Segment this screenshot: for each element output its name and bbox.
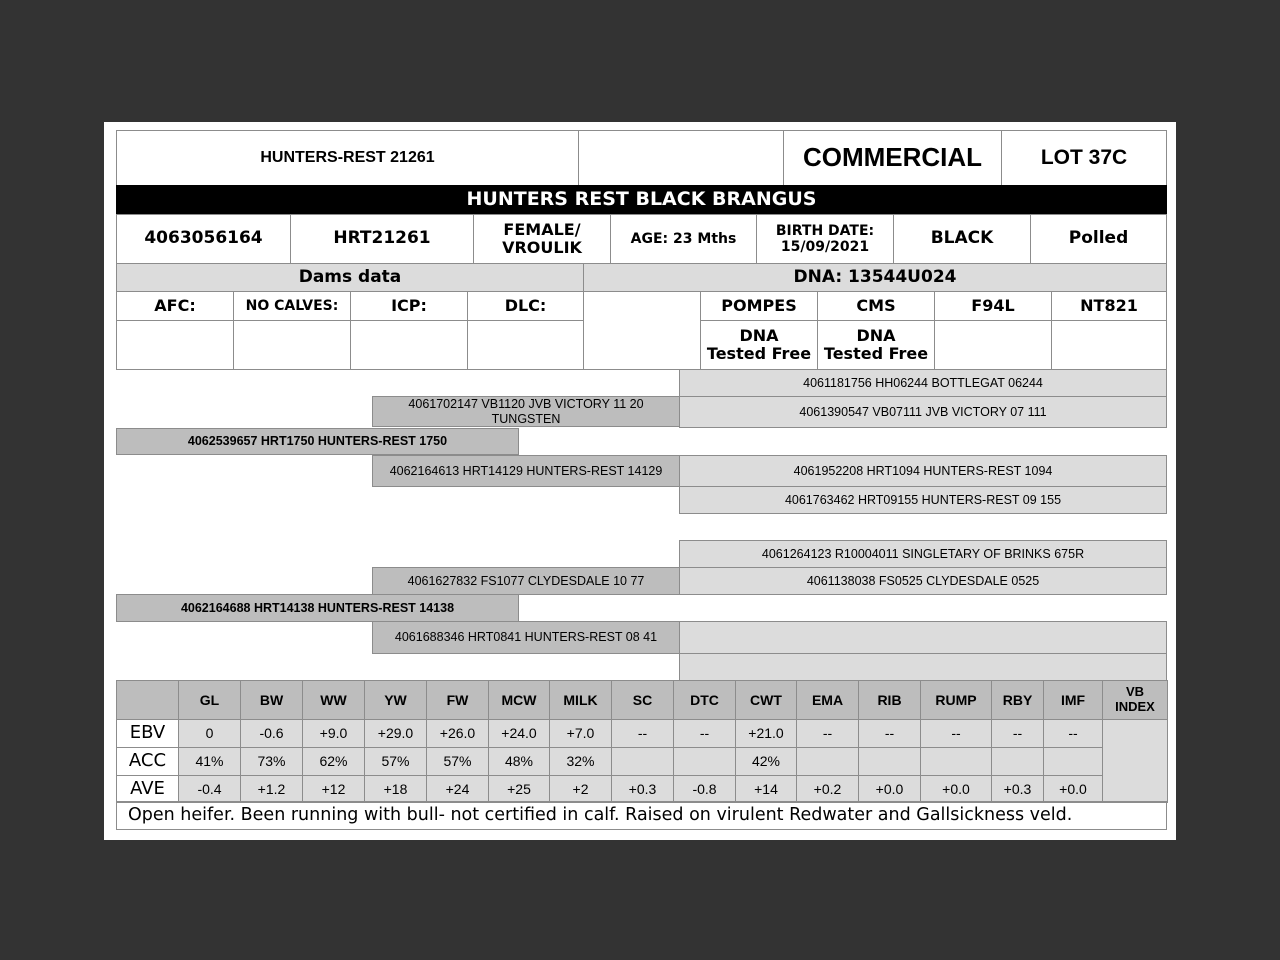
- lot-number: LOT 37C: [1001, 130, 1167, 186]
- ebv-cell-acc-rib: [858, 747, 921, 776]
- pedigree-dam-sire-sire: 4061264123 R10004011 SINGLETARY OF BRINKS 675R: [679, 540, 1167, 568]
- category-label: COMMERCIAL: [783, 130, 1002, 186]
- ebv-cell-ebv-rby: --: [991, 719, 1044, 748]
- ebv-cell-ebv-cwt: +21.0: [735, 719, 797, 748]
- birth-date-value: 15/09/2021: [780, 239, 870, 255]
- ebv-cell-acc-ww: 62%: [302, 747, 365, 776]
- dna-result-cms: [817, 320, 935, 370]
- pedigree-sire-dam-dam: 4061763462 HRT09155 HUNTERS-REST 09 155: [679, 486, 1167, 514]
- ebv-cell-ave-rby: +0.3: [991, 775, 1044, 803]
- ebv-header-vb-index: [1102, 680, 1168, 720]
- ebv-header-fw: FW: [426, 680, 489, 720]
- pedigree-dam-sire-dam: 4061138038 FS0525 CLYDESDALE 0525: [679, 567, 1167, 595]
- ebv-row-label-ave: AVE: [116, 775, 179, 803]
- id-number: 4063056164: [116, 214, 291, 264]
- ebv-cell-ave-dtc: -0.8: [673, 775, 736, 803]
- dams-data-title: Dams data: [116, 263, 584, 292]
- ebv-cell-ave-rump: +0.0: [920, 775, 992, 803]
- ebv-header-rib: RIB: [858, 680, 921, 720]
- ebv-cell-acc-cwt: 42%: [735, 747, 797, 776]
- dna-result-line-1: DNA: [739, 325, 779, 345]
- ebv-cell-acc-rump: [920, 747, 992, 776]
- ebv-cell-ave-mcw: +25: [488, 775, 550, 803]
- dna-result-f94l: [934, 320, 1052, 370]
- age-field: AGE: 23 Mths: [610, 214, 757, 264]
- sex-line-2: VROULIK: [502, 238, 582, 257]
- ebv-header-yw: YW: [364, 680, 427, 720]
- vb-index-value: [1102, 719, 1168, 803]
- dams-value-afc: [116, 320, 234, 370]
- dna-test-pompes: POMPES: [700, 291, 818, 321]
- pedigree-sire-sire: 4061702147 VB1120 JVB VICTORY 11 20 TUNGSTEN: [372, 396, 680, 427]
- dna-blank-cell: [583, 291, 701, 370]
- ebv-header-dtc: DTC: [673, 680, 736, 720]
- pedigree-dam-sire: 4061627832 FS1077 CLYDESDALE 10 77: [372, 567, 680, 595]
- ebv-cell-ave-ww: +12: [302, 775, 365, 803]
- colour-field: BLACK: [893, 214, 1031, 264]
- dna-test-cms: CMS: [817, 291, 935, 321]
- ebv-cell-ebv-gl: 0: [178, 719, 241, 748]
- dams-value-icp: [350, 320, 468, 370]
- ebv-cell-ebv-rump: --: [920, 719, 992, 748]
- ebv-cell-acc-sc: [611, 747, 674, 776]
- breeder-banner: HUNTERS REST BLACK BRANGUS: [116, 185, 1167, 215]
- ebv-header-milk: MILK: [549, 680, 612, 720]
- ebv-cell-acc-dtc: [673, 747, 736, 776]
- ebv-header-cwt: CWT: [735, 680, 797, 720]
- pedigree-dam: 4062164688 HRT14138 HUNTERS-REST 14138: [116, 594, 519, 622]
- horn-status: Polled: [1030, 214, 1167, 264]
- dna-result-pompes: [700, 320, 818, 370]
- ebv-header-bw: BW: [240, 680, 303, 720]
- herd-id: HRT21261: [290, 214, 474, 264]
- vb-index-label-line: VB: [1125, 684, 1145, 700]
- dams-col-afc: AFC:: [116, 291, 234, 321]
- dams-value-dlc: [467, 320, 584, 370]
- ebv-cell-ave-fw: +24: [426, 775, 489, 803]
- ebv-cell-ebv-fw: +26.0: [426, 719, 489, 748]
- vb-index-label-line: INDEX: [1115, 699, 1155, 714]
- ebv-cell-ebv-dtc: --: [673, 719, 736, 748]
- birth-date-label: BIRTH DATE:: [775, 222, 875, 239]
- ebv-cell-acc-rby: [991, 747, 1044, 776]
- ebv-header-gl: GL: [178, 680, 241, 720]
- dams-col-icp: ICP:: [350, 291, 468, 321]
- ebv-cell-ebv-ema: --: [796, 719, 859, 748]
- ebv-cell-acc-ema: [796, 747, 859, 776]
- dna-test-f94l: F94L: [934, 291, 1052, 321]
- ebv-cell-ebv-rib: --: [858, 719, 921, 748]
- dams-value-no-calves: [233, 320, 351, 370]
- dna-result-line-2: Tested Free: [823, 344, 929, 363]
- dams-col-no-calves: NO CALVES:: [233, 291, 351, 321]
- ebv-header-rump: RUMP: [920, 680, 992, 720]
- ebv-cell-ave-milk: +2: [549, 775, 612, 803]
- dna-result-line-2: Tested Free: [706, 344, 812, 363]
- ebv-cell-acc-bw: 73%: [240, 747, 303, 776]
- pedigree-sire-dam-sire: 4061952208 HRT1094 HUNTERS-REST 1094: [679, 455, 1167, 487]
- dna-result-line-1: DNA: [856, 325, 896, 345]
- ebv-header-rby: RBY: [991, 680, 1044, 720]
- ebv-header-ww: WW: [302, 680, 365, 720]
- dna-result-nt821: [1051, 320, 1167, 370]
- ebv-header-corner: [116, 680, 179, 720]
- ebv-cell-ebv-sc: --: [611, 719, 674, 748]
- ebv-cell-acc-imf: [1043, 747, 1103, 776]
- ebv-header-mcw: MCW: [488, 680, 550, 720]
- dna-title: DNA: 13544U024: [583, 263, 1167, 292]
- ebv-cell-ave-rib: +0.0: [858, 775, 921, 803]
- ebv-header-imf: IMF: [1043, 680, 1103, 720]
- ebv-cell-ebv-mcw: +24.0: [488, 719, 550, 748]
- pedigree-sire-dam: 4062164613 HRT14129 HUNTERS-REST 14129: [372, 455, 680, 487]
- ebv-cell-ave-yw: +18: [364, 775, 427, 803]
- ebv-cell-acc-mcw: 48%: [488, 747, 550, 776]
- ebv-cell-acc-gl: 41%: [178, 747, 241, 776]
- ebv-row-label-acc: ACC: [116, 747, 179, 776]
- pedigree-sire: 4062539657 HRT1750 HUNTERS-REST 1750: [116, 428, 519, 455]
- pedigree-dam-dam-dam: [679, 653, 1167, 681]
- ebv-cell-acc-milk: 32%: [549, 747, 612, 776]
- ebv-cell-acc-yw: 57%: [364, 747, 427, 776]
- ebv-header-sc: SC: [611, 680, 674, 720]
- ebv-cell-acc-fw: 57%: [426, 747, 489, 776]
- ebv-cell-ebv-yw: +29.0: [364, 719, 427, 748]
- birth-date-field: [756, 214, 894, 264]
- ebv-cell-ave-cwt: +14: [735, 775, 797, 803]
- ebv-cell-ave-gl: -0.4: [178, 775, 241, 803]
- sale-card: [104, 122, 1176, 840]
- ebv-cell-ave-sc: +0.3: [611, 775, 674, 803]
- sex-line-1: FEMALE/: [503, 219, 581, 239]
- header-blank-cell: [578, 130, 784, 186]
- pedigree-dam-dam-sire: [679, 621, 1167, 654]
- ebv-cell-ave-imf: +0.0: [1043, 775, 1103, 803]
- pedigree-sire-sire-dam: 4061390547 VB07111 JVB VICTORY 07 111: [679, 396, 1167, 428]
- ebv-cell-ave-ema: +0.2: [796, 775, 859, 803]
- dna-test-nt821: NT821: [1051, 291, 1167, 321]
- ebv-row-label-ebv: EBV: [116, 719, 179, 748]
- comments: Open heifer. Been running with bull- not certified in calf. Raised on virulent Redwater and Gallsickness veld.: [116, 801, 1167, 830]
- ebv-cell-ebv-imf: --: [1043, 719, 1103, 748]
- dams-col-dlc: DLC:: [467, 291, 584, 321]
- ebv-cell-ebv-ww: +9.0: [302, 719, 365, 748]
- ebv-header-ema: EMA: [796, 680, 859, 720]
- ebv-cell-ebv-bw: -0.6: [240, 719, 303, 748]
- animal-name: HUNTERS-REST 21261: [116, 130, 579, 186]
- pedigree-sire-sire-sire: 4061181756 HH06244 BOTTLEGAT 06244: [679, 369, 1167, 397]
- ebv-cell-ebv-milk: +7.0: [549, 719, 612, 748]
- sex-field: [473, 214, 611, 264]
- ebv-cell-ave-bw: +1.2: [240, 775, 303, 803]
- pedigree-dam-dam: 4061688346 HRT0841 HUNTERS-REST 08 41: [372, 621, 680, 654]
